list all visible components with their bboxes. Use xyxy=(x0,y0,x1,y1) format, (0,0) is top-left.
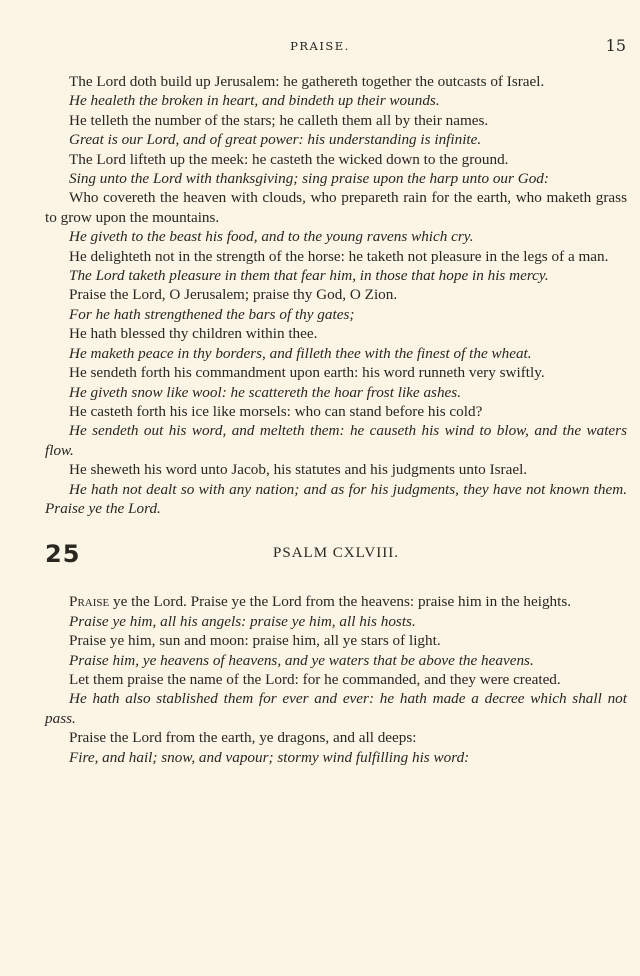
verse: He casteth forth his ice like morsels: who can stand before his cold? xyxy=(69,402,483,420)
verse xyxy=(45,592,627,611)
verse: He delighteth not in the strength of the horse: he taketh not pleasure in the legs of a man. xyxy=(69,247,609,265)
verse: He hath blessed thy children within thee. xyxy=(69,325,318,343)
verse: He giveth snow like wool: he scattereth the hoar frost like ashes. xyxy=(69,383,461,401)
verse: The Lord doth build up Jerusalem: he gathereth together the outcasts of Israel. xyxy=(69,73,545,90)
psalm-title: PSALM CXLVIII. xyxy=(273,545,399,562)
verse: He sheweth his word unto Jacob, his statutes and his judgments unto Israel. xyxy=(69,461,528,479)
verse: Praise ye him, sun and moon: praise him, all ye stars of light. xyxy=(69,632,441,650)
verse: Praise the Lord, O Jerusalem; praise thy God, O Zion. xyxy=(69,286,398,304)
verse-initial-word: Praise xyxy=(69,593,110,611)
verse: For he hath strengthened the bars of thy gates; xyxy=(69,305,355,323)
verse: Great is our Lord, and of great power: his understanding is infinite. xyxy=(69,131,482,149)
psalm-number: 25 xyxy=(45,540,81,569)
verse: Praise the Lord from the earth, ye dragons, and all deeps: xyxy=(69,729,417,747)
running-title: PRAISE. xyxy=(290,39,350,53)
psalm-148-verses xyxy=(45,612,627,767)
verse: He hath also stablished them for ever and ever: he hath made a decree which shall not pass. xyxy=(45,690,627,727)
verse: He sendeth out his word, and melteth them: he causeth his wind to blow, and the waters flow. xyxy=(45,422,627,459)
verse: Let them praise the name of the Lord: for he commanded, and they were created. xyxy=(69,670,561,688)
verse: The Lord lifteth up the meek: he casteth the wicked down to the ground. xyxy=(69,150,509,168)
verse: The Lord taketh pleasure in them that fear him, in those that hope in his mercy. xyxy=(69,267,549,285)
verse: He hath not dealt so with any nation; and as for his judgments, they have not known them. Praise ye the Lord. xyxy=(45,480,627,517)
verse: Sing unto the Lord with thanksgiving; sing praise upon the harp unto our God: xyxy=(69,170,549,188)
psalm-heading xyxy=(45,540,627,586)
verse: He giveth to the beast his food, and to the young ravens which cry. xyxy=(69,228,474,246)
psalm-147-verses xyxy=(45,72,627,518)
page-body xyxy=(45,72,627,767)
verse-text: ye the Lord. Praise ye the Lord from the heavens: praise him in the heights. xyxy=(109,593,572,611)
verse: Who covereth the heaven with clouds, who prepareth rain for the earth, who maketh grass to grow upon the mountains. xyxy=(45,189,627,226)
page-number: 15 xyxy=(605,36,626,55)
verse: He healeth the broken in heart, and bindeth up their wounds. xyxy=(69,92,440,110)
running-head xyxy=(0,38,640,54)
verse: Praise him, ye heavens of heavens, and ye waters that be above the heavens. xyxy=(69,651,534,669)
verse: Praise ye him, all his angels: praise ye him, all his hosts. xyxy=(69,612,416,630)
verse: He maketh peace in thy borders, and filleth thee with the finest of the wheat. xyxy=(69,344,532,362)
verse: He telleth the number of the stars; he calleth them all by their names. xyxy=(69,111,489,129)
verse: He sendeth forth his commandment upon earth: his word runneth very swiftly. xyxy=(69,364,545,382)
verse: Fire, and hail; snow, and vapour; stormy wind fulfilling his word: xyxy=(69,748,470,766)
